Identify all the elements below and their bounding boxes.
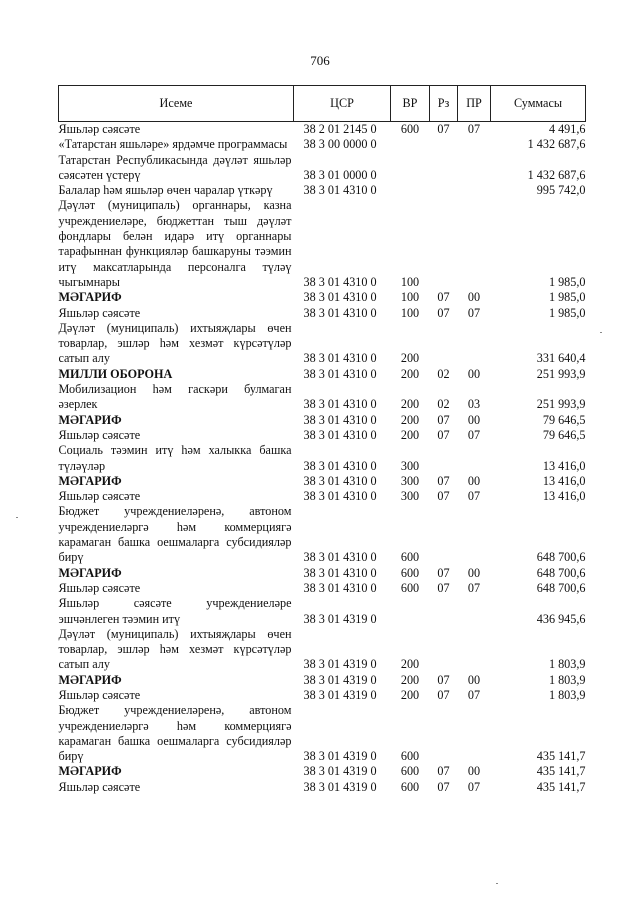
cell-pr <box>458 198 491 290</box>
cell-name: Мобилизацион һәм гаскәри булмаган әзерлек <box>58 382 292 412</box>
cell-csr: 38 3 00 0000 0 <box>303 137 377 152</box>
cell-vr <box>391 137 430 152</box>
header-sum: Суммасы <box>491 86 586 122</box>
cell-vr: 200 <box>400 412 420 427</box>
table-row <box>59 428 586 443</box>
cell-pr: 00 <box>467 565 481 580</box>
cell-sum: 1 803,9 <box>548 657 586 672</box>
cell-pr: 07 <box>467 427 481 442</box>
cell-csr: 38 3 01 4310 0 <box>303 580 377 595</box>
cell-pr <box>458 153 491 184</box>
cell-name: Дәүләт (муниципаль) ихтыяҗлары өчен товарлар, эшләр һәм хезмәт күрсәтүләр сатып алу <box>58 626 292 672</box>
cell-vr: 100 <box>400 290 420 305</box>
cell-name: «Татарстан яшьләре» ярдәмче программасы <box>58 137 288 152</box>
cell-csr: 38 3 01 4310 0 <box>303 290 377 305</box>
cell-pr: 07 <box>467 122 481 136</box>
table-row <box>59 566 586 581</box>
cell-rz: 07 <box>437 473 450 488</box>
cell-sum: 1 432 687,6 <box>527 167 586 182</box>
cell-csr: 38 2 01 2145 0 <box>303 122 377 136</box>
cell-vr: 600 <box>400 749 420 764</box>
cell-rz <box>430 153 458 184</box>
cell-vr <box>391 596 430 627</box>
cell-name: Бюджет учреждениеләренә, автоном учреждениеләргә һәм коммерциягә карамаган башка оешмаларга субсидияләр бирү <box>58 504 292 565</box>
cell-name: МӘГАРИФ <box>58 565 122 580</box>
cell-name: Яшьләр сәясәте <box>58 427 141 442</box>
cell-csr: 38 3 01 4319 0 <box>303 672 377 687</box>
table-row <box>59 703 586 764</box>
cell-rz <box>430 596 458 627</box>
scan-speck <box>16 517 18 518</box>
cell-name: МИЛЛИ ОБОРОНА <box>58 366 173 381</box>
cell-pr: 00 <box>467 290 481 305</box>
table-row <box>59 306 586 321</box>
cell-vr: 200 <box>400 687 420 702</box>
cell-csr: 38 3 01 4319 0 <box>303 779 377 794</box>
cell-sum: 13 416,0 <box>542 458 586 473</box>
table-row <box>59 153 586 184</box>
cell-sum: 1 985,0 <box>548 305 586 320</box>
cell-pr: 07 <box>467 305 481 320</box>
header-rz: Рз <box>430 86 458 122</box>
cell-sum: 1 432 687,6 <box>527 137 586 152</box>
cell-vr: 300 <box>400 473 420 488</box>
cell-vr: 300 <box>400 489 420 504</box>
cell-pr: 07 <box>467 779 481 794</box>
cell-vr: 600 <box>400 580 420 595</box>
cell-name: Яшьләр сәясәте <box>58 687 141 702</box>
cell-name: Бюджет учреждениеләренә, автоном учреждениеләргә һәм коммерциягә карамаган башка оешмаларга субсидияләр бирү <box>58 703 292 764</box>
scan-speck <box>496 883 498 884</box>
cell-rz: 07 <box>437 779 450 794</box>
cell-rz: 02 <box>437 397 450 412</box>
cell-sum: 251 993,9 <box>536 397 586 412</box>
table-row <box>59 443 586 474</box>
cell-name: МӘГАРИФ <box>58 290 122 305</box>
cell-csr: 38 3 01 4319 0 <box>303 749 377 764</box>
cell-sum: 4 491,6 <box>548 122 586 136</box>
cell-csr: 38 3 01 4310 0 <box>303 305 377 320</box>
header-csr: ЦСР <box>294 86 391 122</box>
cell-rz <box>430 321 458 367</box>
cell-rz: 07 <box>437 412 450 427</box>
cell-name: МӘГАРИФ <box>58 672 122 687</box>
table-row <box>59 474 586 489</box>
cell-name: Яшьләр сәясәте <box>58 489 141 504</box>
table-row <box>59 688 586 703</box>
cell-vr: 200 <box>400 351 420 366</box>
cell-sum: 79 646,5 <box>542 427 586 442</box>
cell-sum: 1 803,9 <box>548 672 586 687</box>
cell-sum: 435 141,7 <box>536 749 586 764</box>
cell-pr: 00 <box>467 672 481 687</box>
cell-vr: 600 <box>400 764 420 779</box>
cell-sum: 1 985,0 <box>548 290 586 305</box>
cell-pr <box>458 504 491 565</box>
cell-rz: 07 <box>437 427 450 442</box>
cell-pr <box>458 596 491 627</box>
cell-csr: 38 3 01 4319 0 <box>303 611 377 626</box>
cell-vr: 200 <box>400 657 420 672</box>
cell-pr: 07 <box>467 687 481 702</box>
cell-sum: 995 742,0 <box>536 183 586 198</box>
cell-rz <box>430 703 458 764</box>
table-row <box>59 183 586 198</box>
cell-csr: 38 3 01 0000 0 <box>303 167 377 182</box>
cell-vr: 200 <box>400 366 420 381</box>
cell-rz: 07 <box>437 290 450 305</box>
cell-rz <box>430 627 458 673</box>
cell-csr: 38 3 01 4319 0 <box>303 657 377 672</box>
cell-sum: 13 416,0 <box>542 473 586 488</box>
cell-sum: 251 993,9 <box>536 366 586 381</box>
cell-pr: 00 <box>467 412 481 427</box>
cell-csr: 38 3 01 4310 0 <box>303 550 377 565</box>
cell-csr: 38 3 01 4310 0 <box>303 473 377 488</box>
table-row <box>59 122 586 138</box>
cell-sum: 331 640,4 <box>536 351 586 366</box>
table-row <box>59 504 586 565</box>
cell-csr: 38 3 01 4310 0 <box>303 351 377 366</box>
cell-csr: 38 3 01 4310 0 <box>303 565 377 580</box>
table-row <box>59 382 586 413</box>
cell-name: Дәүләт (муниципаль) органнары, казна учреждениеләре, бюджеттан тыш дәүләт фондлары белән идарә итү органнары тарафыннан функцияләр башкаруны тәэмин итү максатларында персоналга түләү чыгымнары <box>58 198 292 289</box>
cell-rz: 07 <box>437 305 450 320</box>
cell-csr: 38 3 01 4310 0 <box>303 458 377 473</box>
page-number: 706 <box>310 53 330 68</box>
cell-pr <box>458 321 491 367</box>
table-row <box>59 764 586 779</box>
cell-pr: 07 <box>467 580 481 595</box>
cell-vr: 200 <box>400 397 420 412</box>
table-row <box>59 367 586 382</box>
cell-name: МӘГАРИФ <box>58 764 122 779</box>
cell-sum: 1 985,0 <box>548 274 586 289</box>
cell-rz <box>430 198 458 290</box>
cell-vr: 300 <box>400 458 420 473</box>
header-vr: ВР <box>391 86 430 122</box>
cell-rz: 07 <box>437 580 450 595</box>
cell-vr: 100 <box>400 274 420 289</box>
cell-rz: 07 <box>437 687 450 702</box>
cell-csr: 38 3 01 4310 0 <box>303 397 377 412</box>
cell-rz <box>430 137 458 152</box>
table-row <box>59 489 586 504</box>
cell-pr: 00 <box>467 473 481 488</box>
cell-name: Яшьләр сәясәте <box>58 305 141 320</box>
cell-rz: 07 <box>437 565 450 580</box>
cell-sum: 13 416,0 <box>542 489 586 504</box>
cell-rz: 07 <box>437 489 450 504</box>
cell-rz <box>430 504 458 565</box>
cell-vr: 600 <box>400 565 420 580</box>
cell-name: Яшьләр сәясәте <box>58 122 141 136</box>
table-row <box>59 673 586 688</box>
cell-sum: 436 945,6 <box>536 611 586 626</box>
cell-sum: 648 700,6 <box>536 565 586 580</box>
table-header <box>59 86 586 122</box>
cell-pr: 00 <box>467 366 481 381</box>
budget-table <box>58 85 586 795</box>
table-row <box>59 627 586 673</box>
cell-sum: 435 141,7 <box>536 764 586 779</box>
cell-sum: 79 646,5 <box>542 412 586 427</box>
cell-vr <box>391 183 430 198</box>
cell-vr: 200 <box>400 427 420 442</box>
cell-csr: 38 3 01 4310 0 <box>303 183 377 198</box>
cell-pr <box>458 443 491 474</box>
cell-sum: 1 803,9 <box>548 687 586 702</box>
cell-rz: 02 <box>437 366 450 381</box>
cell-csr: 38 3 01 4319 0 <box>303 687 377 702</box>
cell-rz: 07 <box>437 122 450 136</box>
table-row <box>59 596 586 627</box>
cell-pr <box>458 703 491 764</box>
cell-pr <box>458 183 491 198</box>
cell-vr: 200 <box>400 672 420 687</box>
cell-name: МӘГАРИФ <box>58 473 122 488</box>
cell-csr: 38 3 01 4310 0 <box>303 412 377 427</box>
scan-speck <box>600 332 602 333</box>
cell-pr: 07 <box>467 489 481 504</box>
cell-vr <box>391 153 430 184</box>
cell-sum: 648 700,6 <box>536 580 586 595</box>
table-row <box>59 198 586 290</box>
cell-rz: 07 <box>437 764 450 779</box>
cell-pr: 00 <box>467 764 481 779</box>
cell-name: Яшьләр сәясәте учреждениеләре эшчәнлеген тәэмин итү <box>58 596 292 626</box>
cell-rz: 07 <box>437 672 450 687</box>
table-row <box>59 321 586 367</box>
cell-rz <box>430 443 458 474</box>
header-name: Исеме <box>59 86 294 122</box>
cell-name: Дәүләт (муниципаль) ихтыяҗлары өчен товарлар, эшләр һәм хезмәт күрсәтүләр сатып алу <box>58 320 292 366</box>
table-row <box>59 137 586 152</box>
table-body <box>59 122 586 796</box>
cell-name: Яшьләр сәясәте <box>58 779 141 794</box>
table-row <box>59 780 586 795</box>
cell-csr: 38 3 01 4319 0 <box>303 764 377 779</box>
cell-name: Балалар һәм яшьләр өчен чаралар үткәрү <box>58 183 273 198</box>
cell-name: Яшьләр сәясәте <box>58 580 141 595</box>
cell-csr: 38 3 01 4310 0 <box>303 274 377 289</box>
header-pr: ПР <box>458 86 491 122</box>
table-row <box>59 290 586 305</box>
cell-name: МӘГАРИФ <box>58 412 122 427</box>
cell-csr: 38 3 01 4310 0 <box>303 489 377 504</box>
table-row <box>59 413 586 428</box>
cell-vr: 100 <box>400 305 420 320</box>
cell-sum: 648 700,6 <box>536 550 586 565</box>
table-row <box>59 581 586 596</box>
cell-csr: 38 3 01 4310 0 <box>303 366 377 381</box>
cell-pr <box>458 137 491 152</box>
cell-pr: 03 <box>467 397 481 412</box>
cell-pr <box>458 627 491 673</box>
cell-name: Татарстан Республикасында дәүләт яшьләр сәясәтен үстерү <box>58 152 292 182</box>
cell-vr: 600 <box>400 779 420 794</box>
cell-csr: 38 3 01 4310 0 <box>303 427 377 442</box>
cell-name: Социаль тәэмин итү һәм халыкка башка түләүләр <box>58 443 292 473</box>
cell-rz <box>430 183 458 198</box>
cell-sum: 435 141,7 <box>536 779 586 794</box>
cell-vr: 600 <box>400 550 420 565</box>
cell-vr: 600 <box>400 122 420 136</box>
